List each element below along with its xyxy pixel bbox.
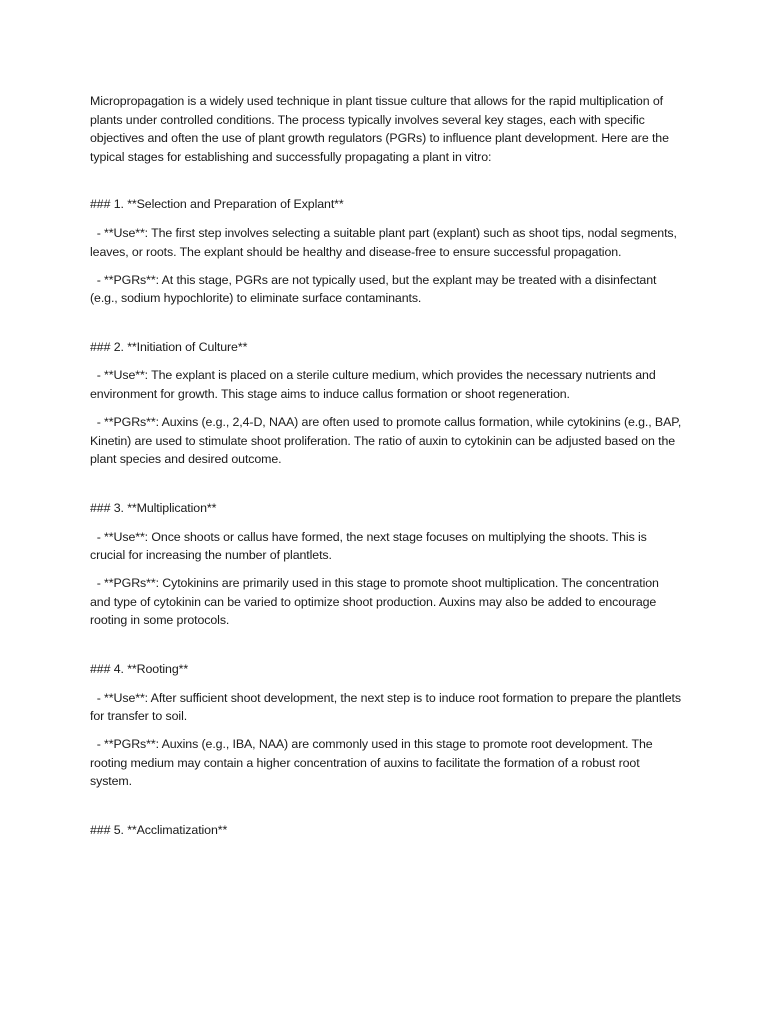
section-heading: ### 5. **Acclimatization** (90, 823, 228, 838)
use-bullet (90, 689, 682, 726)
section-rooting (90, 660, 682, 791)
use-bullet-text: - **Use**: The explant is placed on a sterile culture medium, which provides the necessary nutrients and environment for growth. This stage aims to induce callus formation or shoot regeneration. (90, 368, 656, 402)
section-selection-preparation (90, 195, 682, 307)
use-bullet-text: - **Use**: The first step involves selecting a suitable plant part (explant) such as shoot tips, nodal segments, leaves, or roots. The explant should be healthy and disease-free to ensure successful propagation. (90, 225, 677, 259)
pgrs-bullet-text: - **PGRs**: At this stage, PGRs are not typically used, but the explant may be treated with a disinfectant (e.g., sodium hypochlorite) to eliminate surface contaminants. (90, 272, 657, 306)
pgrs-bullet-text: - **PGRs**: Auxins (e.g., 2,4-D, NAA) are often used to promote callus formation, while cytokinins (e.g., BAP, Kinetin) are used to stimulate shoot proliferation. The ratio of auxin to cytokinin can be adjusted based on the plant species and desired outcome. (90, 415, 682, 467)
use-bullet (90, 528, 682, 565)
document-body (90, 92, 682, 870)
pgrs-bullet (90, 735, 682, 791)
pgrs-bullet (90, 574, 682, 630)
section-acclimatization (90, 821, 682, 840)
section-heading: ### 1. **Selection and Preparation of Explant** (90, 197, 344, 212)
pgrs-bullet (90, 271, 682, 308)
use-bullet-text: - **Use**: After sufficient shoot development, the next step is to induce root formation to prepare the plantlets for transfer to soil. (90, 690, 681, 724)
pgrs-bullet-text: - **PGRs**: Auxins (e.g., IBA, NAA) are commonly used in this stage to promote root development. The rooting medium may contain a higher concentration of auxins to facilitate the formation of a robust root system. (90, 737, 653, 789)
section-heading: ### 3. **Multiplication** (90, 500, 217, 515)
section-heading: ### 4. **Rooting** (90, 661, 189, 676)
section-initiation (90, 338, 682, 469)
use-bullet-text: - **Use**: Once shoots or callus have formed, the next stage focuses on multiplying the shoots. This is crucial for increasing the number of plantlets. (90, 529, 647, 563)
section-heading: ### 2. **Initiation of Culture** (90, 339, 248, 354)
use-bullet (90, 224, 682, 261)
use-bullet (90, 366, 682, 403)
section-multiplication (90, 499, 682, 630)
pgrs-bullet (90, 413, 682, 469)
intro-paragraph: Micropropagation is a widely used technique in plant tissue culture that allows for the rapid multiplication of plants under controlled conditions. The process typically involves several key stages, each with specific objectives and often the use of plant growth regulators (PGRs) to influence plant development. Here are the typical stages for establishing and successfully propagating a plant in vitro: (90, 94, 669, 164)
pgrs-bullet-text: - **PGRs**: Cytokinins are primarily used in this stage to promote shoot multiplication. The concentration and type of cytokinin can be varied to optimize shoot production. Auxins may also be added to encourage rooting in some protocols. (90, 576, 659, 628)
